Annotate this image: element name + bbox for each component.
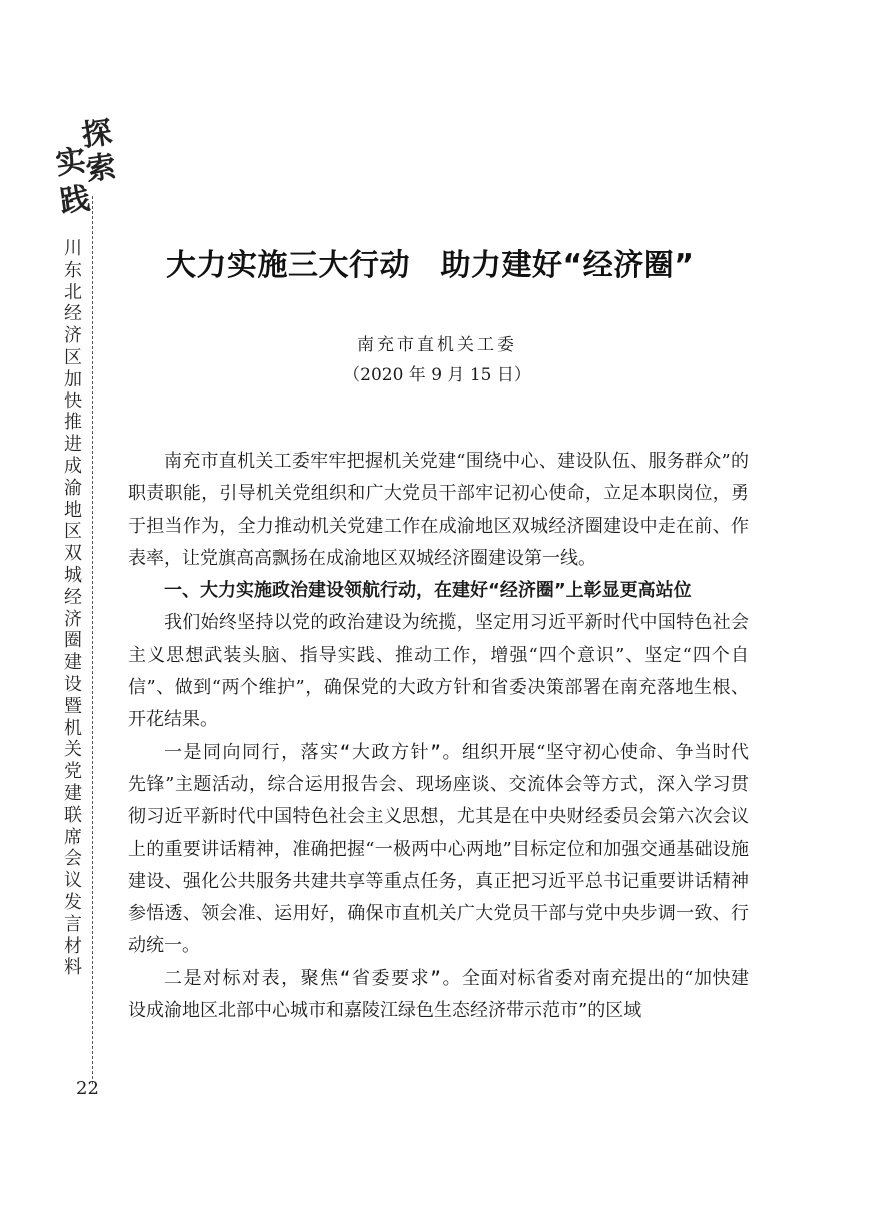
article-author: 南充市直机关工委	[357, 335, 517, 355]
logo-char: 索	[83, 149, 119, 188]
logo-char: 探	[79, 115, 115, 154]
paragraph	[128, 963, 749, 1028]
paragraph-lead: 二是对标对表，聚焦“省委要求”。	[164, 967, 462, 989]
logo-char: 践	[57, 181, 93, 220]
page-number: 22	[76, 1078, 99, 1099]
article-body	[128, 446, 749, 1027]
article-date: （2020 年 9 月 15 日）	[343, 365, 531, 385]
logo-char: 实	[53, 143, 89, 182]
section-heading: 一、大力实施政治建设领航行动，在建好“经济圈”上彰显更高站位	[164, 580, 692, 602]
side-running-title: 川东北经济区加快推进成渝地区双城经济圈建设暨机关党建联席会议发言材料	[64, 238, 82, 979]
paragraph	[128, 737, 749, 963]
paragraph: 我们始终坚持以党的政治建设为统揽，坚定用习近平新时代中国特色社会主义思想武装头脑、指导实践、推动工作，增强“四个意识”、坚定“四个自信”、做到“两个维护”，确保党的大政方针和省委决策部署在南充落地生根、开花结果。	[128, 612, 749, 731]
paragraph-lead: 一是同向同行，落实“大政方针”。	[164, 741, 462, 763]
paragraph: 南充市直机关工委牢牢把握机关党建“围绕中心、建设队伍、服务群众”的职责职能，引导机关党组织和广大党员干部牢记初心使命，立足本职岗位，勇于担当作为，全力推动机关党建工作在成渝地区双城经济圈建设中走在前、作表率，让党旗高高飘扬在成渝地区双城经济圈建设第一线。	[128, 451, 749, 569]
column-logo	[52, 115, 120, 222]
article-title: 大力实施三大行动 助力建好“经济圈”	[166, 248, 695, 283]
paragraph-text: 全面对标省委对南充提出的“加快建设成渝地区北部中心城市和嘉陵江绿色生态经济带示范市”的区域	[128, 967, 749, 1022]
paragraph-text: 组织开展“坚守初心使命、争当时代先锋”主题活动，综合运用报告会、现场座谈、交流体会等方式，深入学习贯彻习近平新时代中国特色社会主义思想，尤其是在中央财经委员会第六次会议上的重要讲话精神，准确把握“一极两中心两地”目标定位和加强交通基础设施建设、强化公共服务共建共享等重点任务，真正把习近平总书记重要讲话精神参悟透、领会准、运用好，确保市直机关广大党员干部与党中央步调一致、行动统一。	[128, 741, 749, 957]
